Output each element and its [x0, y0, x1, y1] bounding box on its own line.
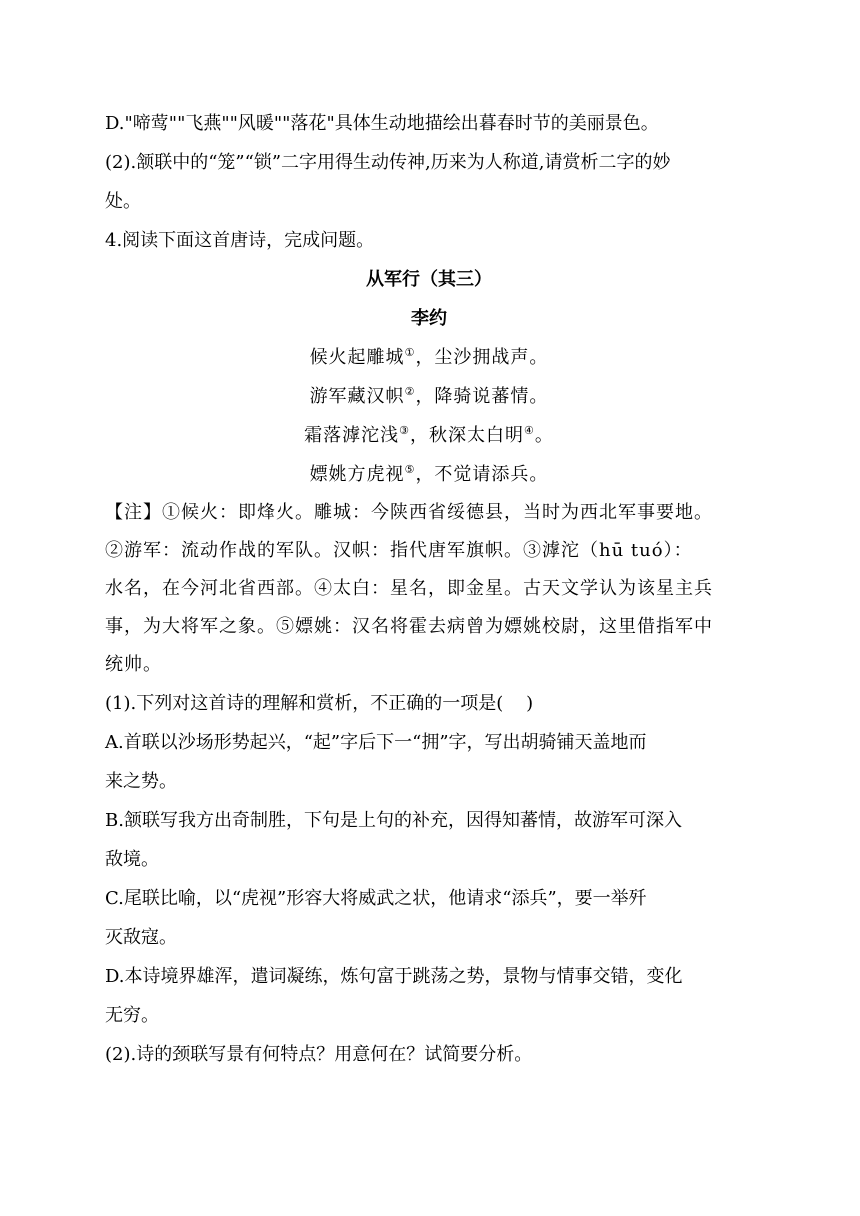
option-d-previous: D."啼莺""飞燕""风暖""落花"具体生动地描绘出暮春时节的美丽景色。 [105, 113, 659, 134]
poem-author: 李约 [411, 308, 447, 329]
option-b-line-1: B.颔联写我方出奇制胜，下句是上句的补充，因得知蕃情，故游军可深入 [105, 810, 682, 831]
poem-line-4-b: ，不觉请添兵。 [415, 464, 549, 485]
poem-line-3-a: 霜落滹沱浅 [304, 425, 400, 446]
option-c-line-1: C.尾联比喻，以“虎视”形容大将威武之状，他请求“添兵”，要一举歼 [105, 888, 647, 909]
option-d-line-1: D.本诗境界雄浑，遣词凝练，炼句富于跳荡之势，景物与情事交错，变化 [105, 966, 683, 987]
note-line-3: 水名，在今河北省西部。④太白：星名，即金星。古天文学认为该星主兵 [105, 578, 713, 599]
poem-footnote-2: ② [404, 385, 416, 398]
poem-line-2-a: 游军藏汉帜 [309, 386, 405, 407]
poem-line-3 [105, 416, 753, 455]
question-2: (2).诗的颈联写景有何特点？用意何在？试简要分析。 [105, 1044, 533, 1065]
question-2-previous-cont: 处。 [105, 191, 141, 212]
poem-line-1 [105, 338, 753, 377]
option-b-line-2: 敌境。 [105, 849, 159, 870]
poem-footnote-3: ③ [399, 424, 410, 437]
poem-line-3-c: 。 [534, 425, 554, 446]
option-d-line-2: 无穷。 [105, 1005, 159, 1026]
option-c-line-2: 灭敌寇。 [105, 927, 177, 948]
note-line-5: 统帅。 [105, 654, 162, 675]
poem-line-4 [105, 455, 753, 494]
question-2-previous: (2).颔联中的“笼”“锁”二字用得生动传神,历来为人称道,请赏析二字的妙 [105, 152, 671, 173]
poem-footnote-4: ④ [524, 424, 535, 437]
option-a-line-2: 来之势。 [105, 771, 177, 792]
poem-footnote-5: ⑤ [404, 463, 416, 476]
option-a-line-1: A.首联以沙场形势起兴，“起”字后下一“拥”字，写出胡骑铺天盖地而 [105, 732, 647, 753]
question-1: (1).下列对这首诗的理解和赏析，不正确的一项是( ) [105, 693, 534, 714]
poem-line-2-b: ，降骑说蕃情。 [415, 386, 549, 407]
poem-line-1-a: 候火起雕城 [309, 347, 405, 368]
document-page [105, 104, 753, 1074]
poem-line-2 [105, 377, 753, 416]
note-line-1: 【注】①候火：即烽火。雕城：今陕西省绥德县，当时为西北军事要地。 [105, 502, 713, 523]
poem-title: 从军行（其三） [366, 269, 492, 290]
note-line-4: 事，为大将军之象。⑤嫖姚：汉名将霍去病曾为嫖姚校尉，这里借指军中 [105, 616, 713, 637]
poem-line-3-b: ，秋深太白明 [410, 425, 524, 446]
question-4-heading: 4.阅读下面这首唐诗，完成问题。 [105, 230, 375, 251]
poem-line-4-a: 嫖姚方虎视 [309, 464, 405, 485]
note-line-2: ②游军：流动作战的军队。汉帜：指代唐军旗帜。③滹沱（hū tuó）： [105, 540, 693, 561]
poem-footnote-1: ① [404, 346, 416, 359]
poem-line-1-b: ，尘沙拥战声。 [415, 347, 549, 368]
